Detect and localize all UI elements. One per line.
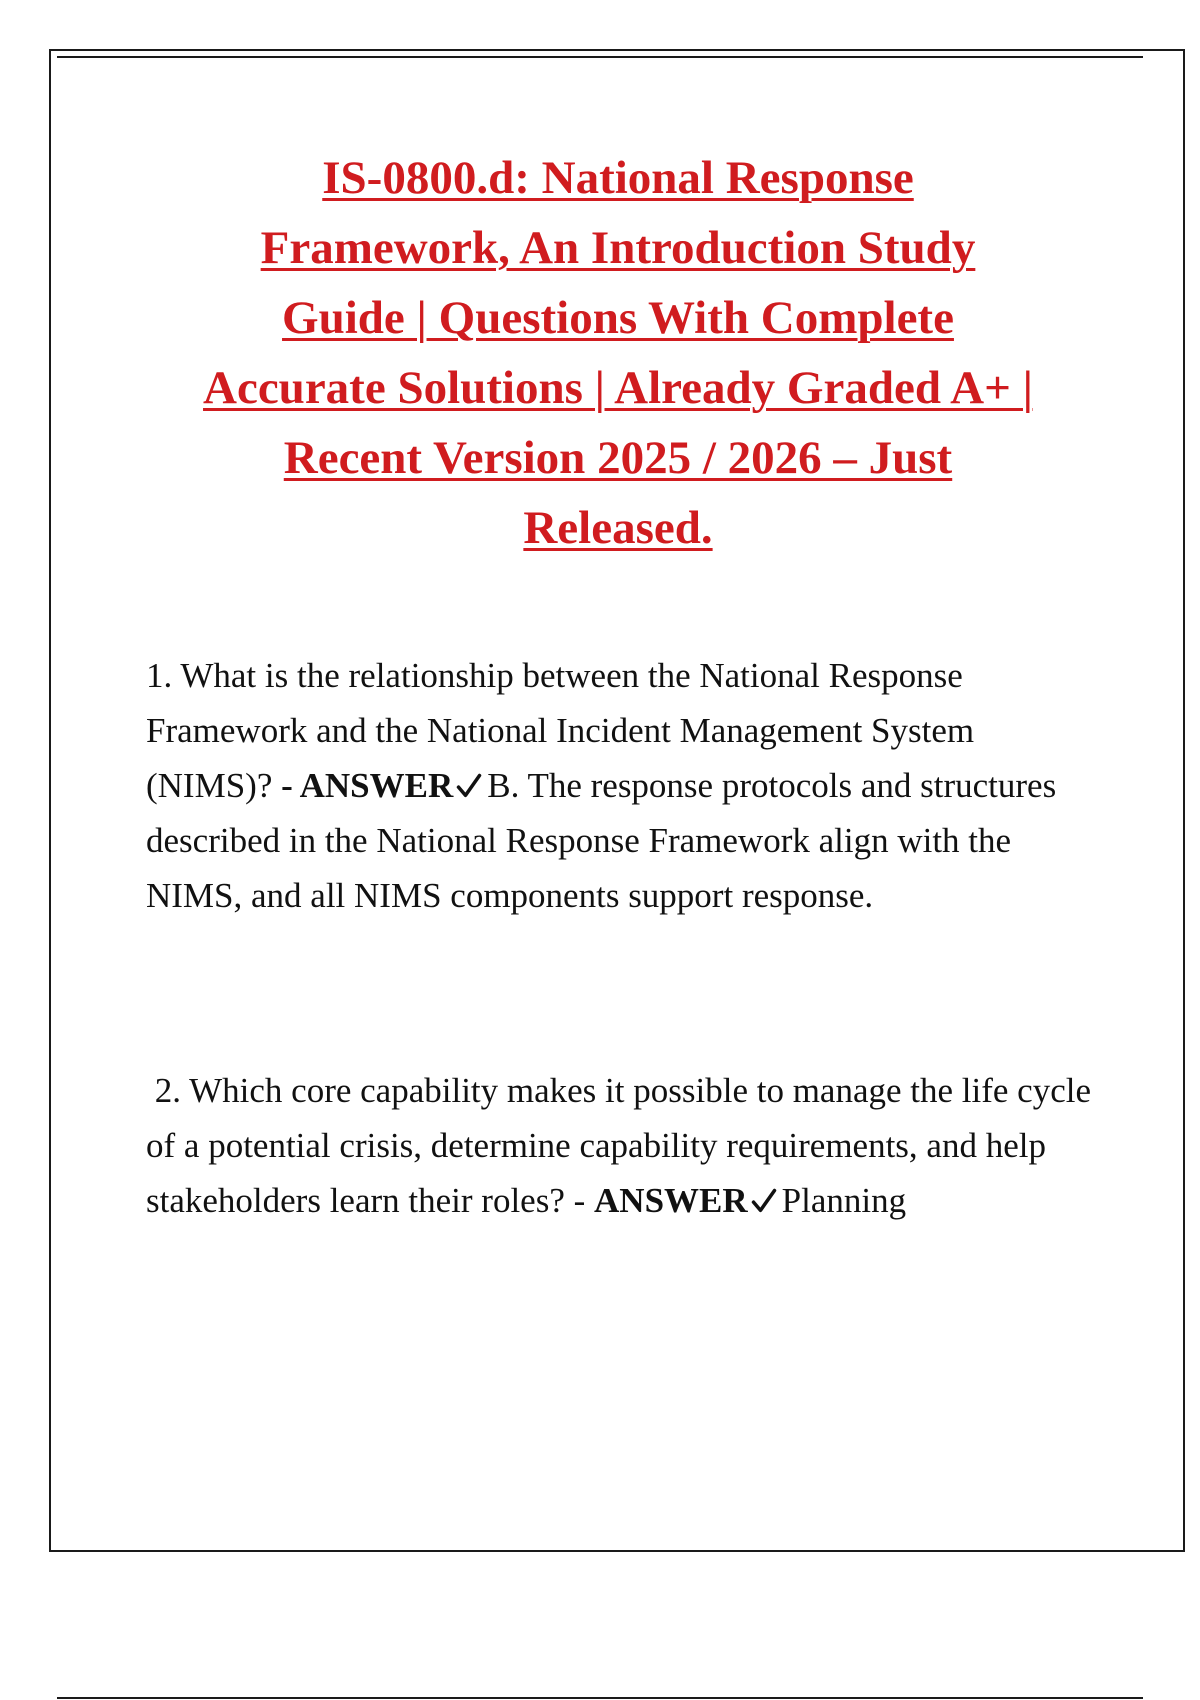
title-line: IS-0800.d: National Response [322, 152, 914, 204]
document-title [120, 143, 1116, 563]
question-2 [146, 1063, 1106, 1228]
question-1-text: 1. What is the relationship between the National Response Framework and the National Incident Management System (NIMS)? [146, 656, 975, 805]
title-line: Accurate Solutions | Already Graded A+ | [203, 362, 1033, 414]
answer-1-label: - ANSWER [281, 766, 454, 805]
answer-2-text: Planning [781, 1181, 907, 1220]
question-1 [146, 648, 1106, 923]
answer-2-label: ANSWER [594, 1181, 748, 1220]
checkmark-icon [750, 1187, 778, 1215]
title-line: Released. [523, 502, 713, 554]
checkmark-icon [455, 772, 483, 800]
title-line: Guide | Questions With Complete [282, 292, 954, 344]
title-line: Recent Version 2025 / 2026 – Just [283, 432, 953, 484]
question-2-text: 2. Which core capability makes it possible to manage the life cycle of a potential crisis, determine capability requirements, and help stakeholders learn their roles? - [146, 1071, 1091, 1220]
answer-1-text: B. The response protocols and structures described in the National Response Framework align with the NIMS, and all NIMS components support response. [146, 766, 1057, 915]
bottom-rule [57, 1697, 1143, 1699]
title-line: Framework, An Introduction Study [260, 222, 976, 274]
top-rule [57, 56, 1143, 58]
